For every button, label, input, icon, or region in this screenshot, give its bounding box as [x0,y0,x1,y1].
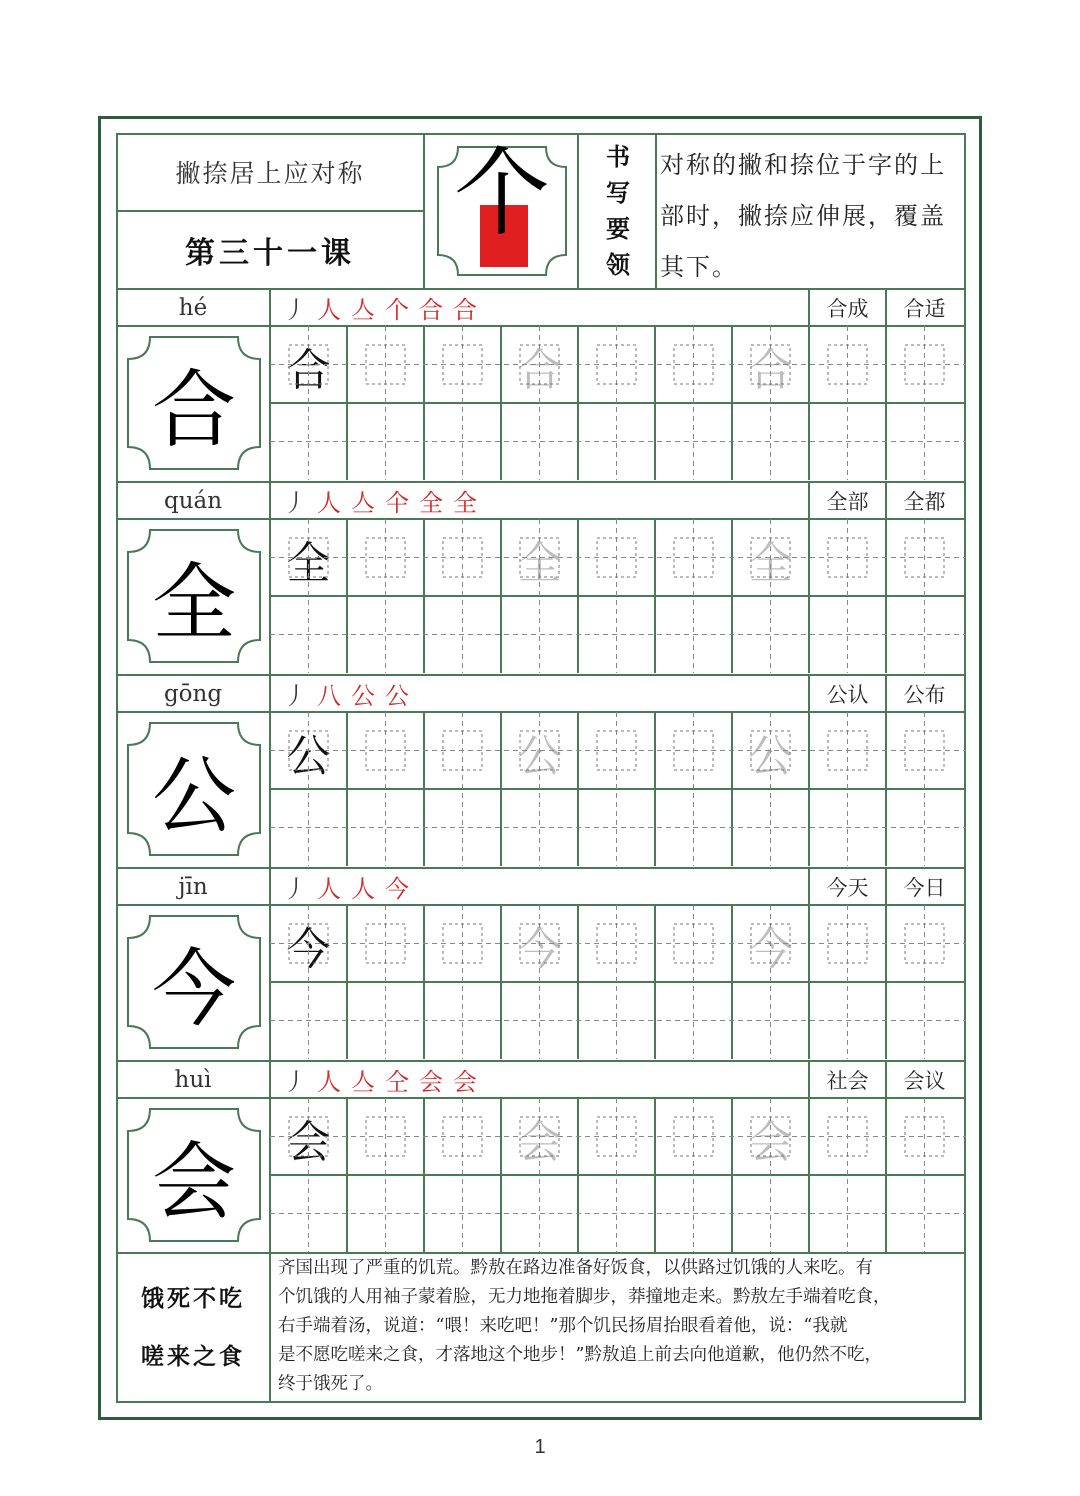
stroke-step: 人 [317,1068,341,1096]
story-line: 齐国出现了严重的饥荒。黔敖在路边准备好饭食，以供路过饥饿的人来吃。有 [278,1258,873,1278]
example-word: 合成 [826,296,869,321]
sample-character: 全 [286,537,331,589]
example-word: 今日 [903,875,946,900]
story-line: 个饥饿的人用袖子蒙着脸，无力地拖着脚步，莽撞地走来。黔敖左手端着吃食， [278,1287,891,1307]
stroke-step: 公 [385,682,409,710]
model-character-frame [124,719,264,859]
pinyin-label: quán [163,487,223,514]
trace-character: 今 [517,923,562,975]
sample-character: 会 [286,1116,331,1168]
story-title-line: 嗟来之食 [141,1343,245,1370]
example-word: 公认 [826,682,869,707]
stroke-order [278,1061,482,1098]
stroke-step: 今 [385,875,409,903]
stroke-step: 丿 [283,682,307,710]
story-title-line: 饿死不吃 [141,1285,245,1312]
trace-character: 合 [517,344,562,396]
story-line: 右手端着汤，说道：“喂！来吃吧！”那个饥民扬眉抬眼看着他，说：“我就 [278,1316,848,1336]
story-text [278,1254,962,1400]
sample-character: 公 [286,730,331,782]
trace-character: 公 [748,730,793,782]
example-word: 社会 [826,1068,869,1093]
stroke-step: 八 [317,682,341,710]
stroke-order [278,675,414,712]
model-character-frame [124,333,264,473]
key-label-char: 写 [606,177,630,207]
stroke-step: 丿 [283,489,307,517]
demo-character: 个 [454,137,550,249]
stroke-step: 会 [419,1068,443,1096]
stroke-step: 人 [317,489,341,517]
key-points-label [580,133,656,288]
trace-character: 公 [517,730,562,782]
trace-character: 全 [748,537,793,589]
trace-character: 会 [517,1116,562,1168]
example-word: 合适 [903,296,946,321]
stroke-order [278,289,482,326]
pinyin-label: jīn [178,873,208,900]
story-title [116,1253,270,1403]
stroke-step: 仐 [385,489,409,517]
example-word: 全部 [826,489,869,514]
trace-character: 今 [748,923,793,975]
story-line: 终于饿死了。 [278,1374,383,1394]
stroke-step: 丿 [283,1068,307,1096]
trace-character: 全 [517,537,562,589]
model-character: 今 [151,939,236,1038]
page-number: 1 [534,1436,546,1458]
demo-character-frame [434,137,570,279]
stroke-step: 会 [453,1068,477,1096]
stroke-step: 丿 [283,296,307,324]
stroke-step: 亼 [351,296,375,324]
stroke-step: 亼 [351,489,375,517]
stroke-order [278,868,414,905]
stroke-step: 人 [317,296,341,324]
stroke-step: 丿 [283,875,307,903]
pinyin-label: hé [178,294,208,321]
lesson-subtitle: 撇捺居上应对称 [175,159,365,188]
model-character-frame [124,912,264,1052]
stroke-step: 亼 [351,1068,375,1096]
model-character: 合 [151,360,236,459]
stroke-step: 合 [453,296,477,324]
story-line: 是不愿吃嗟来之食，才落地这个地步！”黔敖追上前去向他道歉，他仍然不吃， [278,1345,882,1365]
model-character: 全 [151,553,236,652]
stroke-step: 全 [419,489,443,517]
stroke-step: 个 [385,296,409,324]
key-label-char: 书 [606,141,630,171]
example-word: 今天 [826,875,869,900]
model-character: 会 [151,1132,236,1231]
key-points-text: 对称的撇和捺位于字的上部时，撇捺应伸展，覆盖其下。 [660,151,946,281]
trace-character: 会 [748,1116,793,1168]
model-character-frame [124,1105,264,1245]
stroke-step: 人 [317,875,341,903]
example-word: 公布 [903,682,946,707]
stroke-step: 人 [351,875,375,903]
example-word: 全都 [903,489,946,514]
stroke-step: 合 [419,296,443,324]
pinyin-label: huì [174,1066,212,1093]
stroke-step: 全 [453,489,477,517]
pinyin-label: gōng [163,680,223,707]
sample-character: 今 [286,923,331,975]
stroke-step: 公 [351,682,375,710]
trace-character: 合 [748,344,793,396]
example-word: 会议 [903,1068,946,1093]
key-label-char: 领 [606,249,630,279]
stroke-step: 仝 [385,1068,409,1096]
stroke-order [278,482,482,519]
key-label-char: 要 [606,213,630,243]
model-character-frame [124,526,264,666]
lesson-title: 第三十一课 [185,235,355,271]
model-character: 公 [151,746,236,845]
sample-character: 合 [286,344,331,396]
